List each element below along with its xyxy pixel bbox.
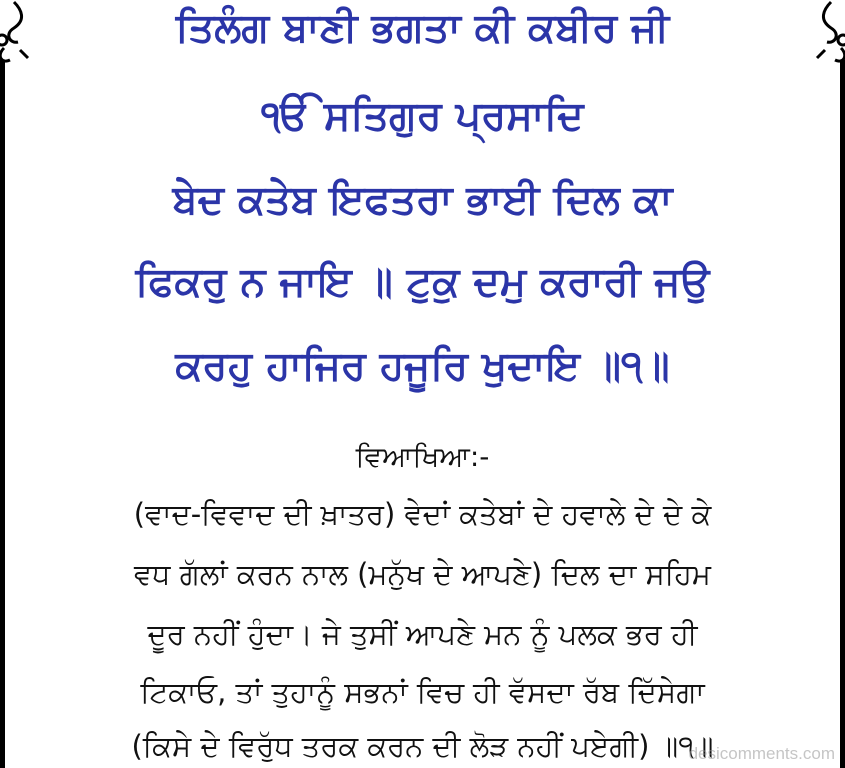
verse-line-3: ਕਰਹੁ ਹਾਜਿਰ ਹਜੂਰਿ ਖੁਦਾਇ ॥੧॥ [175,343,670,389]
explanation-heading: ਵਿਆਖਿਆ:- [355,440,490,473]
page-border-right [840,60,845,768]
page-border-left [0,60,5,768]
explanation-line: ਵਧ ਗੱਲਾਂ ਕਰਨ ਨਾਲ (ਮਨੁੱਖ ਦੇ ਆਪਣੇ) ਦਿਲ ਦਾ ਸਹਿਮ [133,557,712,591]
verse-line-1: ਬੇਦ ਕਤੇਬ ਇਫਤਰਾ ਭਾਈ ਦਿਲ ਕਾ [172,177,673,223]
explanation-line: (ਕਿਸੇ ਦੇ ਵਿਰੁੱਧ ਤਰਕ ਕਰਨ ਦੀ ਲੋੜ ਨਹੀਂ ਪਏਗੀ) ॥੧॥ [131,729,714,763]
mool-mantar: ੴ ਸਤਿਗੁਰ ਪ੍ਰਸਾਦਿ [261,93,584,139]
explanation-line: (ਵਾਦ-ਵਿਵਾਦ ਦੀ ਖ਼ਾਤਰ) ਵੇਦਾਂ ਕਤੇਬਾਂ ਦੇ ਹਵਾਲੇ ਦੇ ਦੇ ਕੇ [133,497,712,531]
verse-line-2: ਫਿਕਰੁ ਨ ਜਾਇ ॥ ਟੁਕੁ ਦਮੁ ਕਰਾਰੀ ਜਉ [135,259,710,305]
explanation-line: ਦੂਰ ਨਹੀਂ ਹੁੰਦਾ। ਜੇ ਤੁਸੀਂ ਆਪਣੇ ਮਨ ਨੂੰ ਪਲਕ ਭਰ ਹੀ [147,617,698,651]
shabad-title: ਤਿਲੰਗ ਬਾਣੀ ਭਗਤਾ ਕੀ ਕਬੀਰ ਜੀ [175,5,670,51]
watermark: desicomments.com [688,744,835,763]
explanation-line: ਟਿਕਾਓ, ਤਾਂ ਤੁਹਾਨੂੰ ਸਭਨਾਂ ਵਿਚ ਹੀ ਵੱਸਦਾ ਰੱਬ ਦਿੱਸੇਗਾ [140,675,705,709]
